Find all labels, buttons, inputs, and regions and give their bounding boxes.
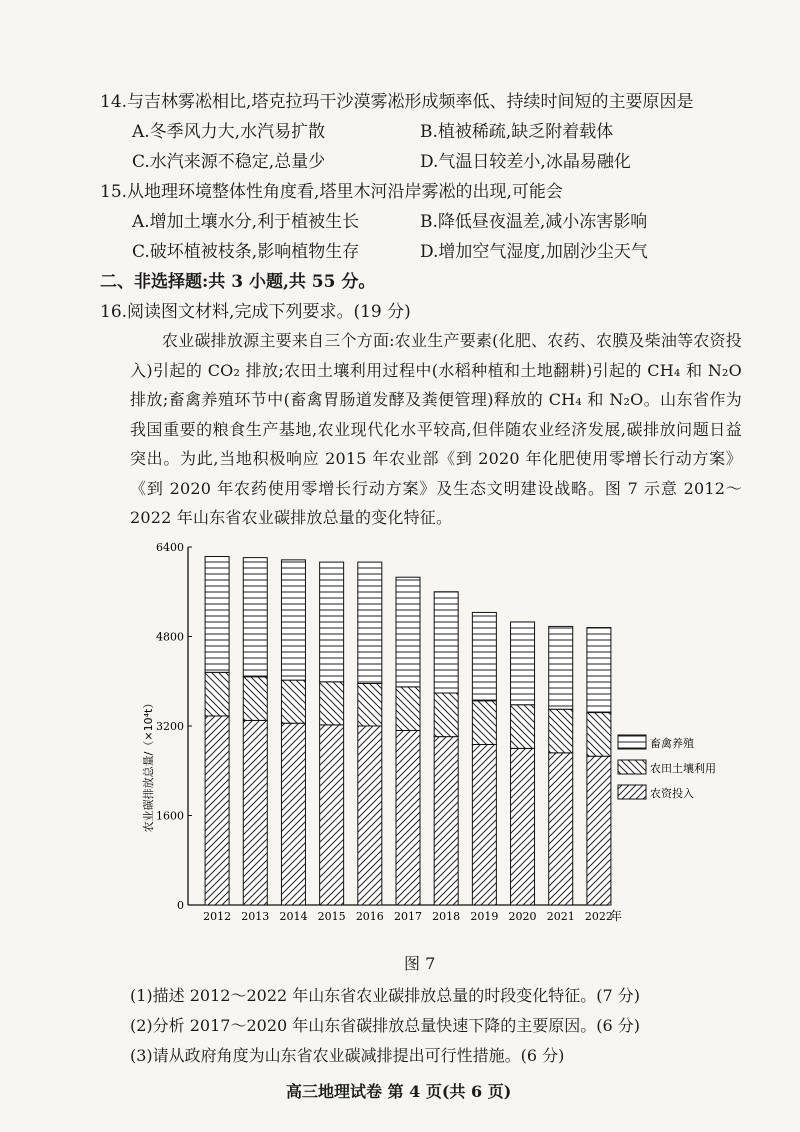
section-2-heading: 二、非选择题:共 3 小题,共 55 分。 [100, 272, 376, 292]
x-tick-label: 2018 [432, 910, 461, 923]
bar-segment-农资投入-2020 [511, 748, 535, 905]
bar-segment-农田土壤利用-2022 [587, 713, 611, 757]
legend-label: 农资投入 [650, 787, 694, 800]
x-tick-label: 2021 [546, 910, 575, 923]
x-tick-label: 2019 [470, 910, 499, 923]
bar-segment-农田土壤利用-2012 [205, 672, 229, 716]
bar-segment-畜禽养殖-2013 [243, 558, 267, 677]
bar-segment-农田土壤利用-2021 [549, 709, 573, 753]
svg-text:农业碳排放总量/（×10⁴t）: 农业碳排放总量/（×10⁴t） [142, 697, 155, 833]
bar-segment-农田土壤利用-2016 [358, 683, 382, 726]
carbon-emission-chart [130, 535, 716, 935]
y-tick-label: 4800 [156, 630, 184, 644]
q16-material: 农业碳排放源主要来自三个方面:农业生产要素(化肥、农药、农膜及柴油等农资投入)引起的 CO₂ 排放;农田土壤利用过程中(水稻种植和土地翻耕)引起的 CH₄ 和 N₂O 排放;畜禽养殖环节中(畜禽胃肠道发酵及粪便管理)释放的 CH₄ 和 N₂O。山东省作为我国重要的粮食生产基地,农业现代化水平较高,但伴随农业经济发展,碳排放问题日益突出。为此,当地积极响应 2015 年农业部《到 2020 年化肥使用零增长行动方案》《到 2020 年农药使用零增长行动方案》及生态文明建设战略。图 7 示意 2012～2022 年山东省农业碳排放总量的变化特征。 [130, 331, 742, 527]
x-tick-label: 2013 [241, 910, 270, 923]
bar-segment-农资投入-2021 [549, 753, 573, 905]
bar-segment-农资投入-2018 [434, 737, 458, 905]
q16-stem: 16.阅读图文材料,完成下列要求。(19 分) [100, 302, 411, 322]
bar-segment-农资投入-2022 [587, 756, 611, 905]
bar-segment-畜禽养殖-2014 [281, 560, 305, 680]
y-axis-title [141, 698, 155, 833]
x-axis-unit: 年 [610, 909, 623, 923]
bar-segment-农资投入-2014 [281, 723, 305, 905]
legend-swatch [618, 760, 646, 774]
legend-swatch [618, 735, 646, 749]
bar-segment-农田土壤利用-2019 [472, 701, 496, 745]
legend-swatch [618, 785, 646, 799]
bar-segment-农田土壤利用-2018 [434, 693, 458, 737]
bar-segment-农田土壤利用-2020 [511, 705, 535, 749]
x-tick-label: 2012 [203, 910, 232, 923]
bar-segment-农田土壤利用-2013 [243, 677, 267, 721]
x-tick-label: 2020 [508, 910, 537, 923]
bar-segment-畜禽养殖-2015 [320, 562, 344, 682]
bar-segment-农资投入-2016 [358, 726, 382, 905]
y-tick-label: 0 [177, 899, 184, 912]
q15-option-c: C.破坏植被枝条,影响植物生存 [132, 242, 360, 262]
q14-stem: 14.与吉林雾凇相比,塔克拉玛干沙漠雾凇形成频率低、持续时间短的主要原因是 [100, 92, 694, 112]
q15-option-a: A.增加土壤水分,利于植被生长 [132, 212, 360, 232]
page-footer: 高三地理试卷 第 4 页(共 6 页) [286, 1082, 512, 1101]
bar-segment-畜禽养殖-2021 [549, 626, 573, 709]
bar-segment-畜禽养殖-2017 [396, 577, 420, 687]
q16-sub2: (2)分析 2017～2020 年山东省碳排放总量快速下降的主要原因。(6 分) [130, 1016, 641, 1035]
bar-segment-农田土壤利用-2014 [281, 680, 305, 723]
bar-segment-农田土壤利用-2017 [396, 687, 420, 731]
y-tick-label: 6400 [156, 541, 184, 554]
x-tick-label: 2017 [394, 910, 422, 923]
bar-segment-农资投入-2013 [243, 720, 267, 905]
bar-segment-畜禽养殖-2018 [434, 592, 458, 693]
q15-stem: 15.从地理环境整体性角度看,塔里木河沿岸雾凇的出现,可能会 [100, 182, 563, 202]
q14-option-c: C.水汽来源不稳定,总量少 [132, 152, 326, 172]
figure-caption: 图 7 [404, 954, 436, 973]
bar-segment-农资投入-2012 [205, 716, 229, 905]
x-tick-label: 2015 [317, 910, 346, 923]
q15-option-d: D.增加空气湿度,加剧沙尘天气 [420, 242, 648, 262]
bar-segment-农资投入-2017 [396, 730, 420, 905]
bar-segment-农资投入-2015 [320, 725, 344, 905]
bar-segment-农资投入-2019 [472, 744, 496, 905]
bar-segment-畜禽养殖-2020 [511, 622, 535, 705]
q15-option-b: B.降低昼夜温差,减小冻害影响 [420, 212, 648, 232]
bar-segment-畜禽养殖-2012 [205, 557, 229, 673]
x-tick-label: 2022 [584, 910, 613, 923]
bar-segment-畜禽养殖-2019 [472, 612, 496, 700]
bar-segment-农田土壤利用-2015 [320, 682, 344, 725]
q14-option-b: B.植被稀疏,缺乏附着载体 [420, 122, 614, 142]
q16-sub3: (3)请从政府角度为山东省农业碳减排提出可行性措施。(6 分) [130, 1046, 565, 1065]
bar-segment-畜禽养殖-2022 [587, 628, 611, 713]
y-tick-label: 3200 [156, 720, 184, 733]
bar-segment-畜禽养殖-2016 [358, 562, 382, 683]
q14-option-d: D.气温日较差小,冰晶易融化 [420, 152, 631, 172]
q16-sub1: (1)描述 2012～2022 年山东省农业碳排放总量的时段变化特征。(7 分) [130, 986, 641, 1005]
y-tick-label: 1600 [156, 809, 184, 823]
legend-label: 农田土壤利用 [650, 762, 716, 775]
q14-option-a: A.冬季风力大,水汽易扩散 [132, 122, 326, 142]
legend-label: 畜禽养殖 [650, 737, 694, 750]
x-tick-label: 2016 [355, 910, 384, 923]
x-tick-label: 2014 [279, 910, 308, 923]
